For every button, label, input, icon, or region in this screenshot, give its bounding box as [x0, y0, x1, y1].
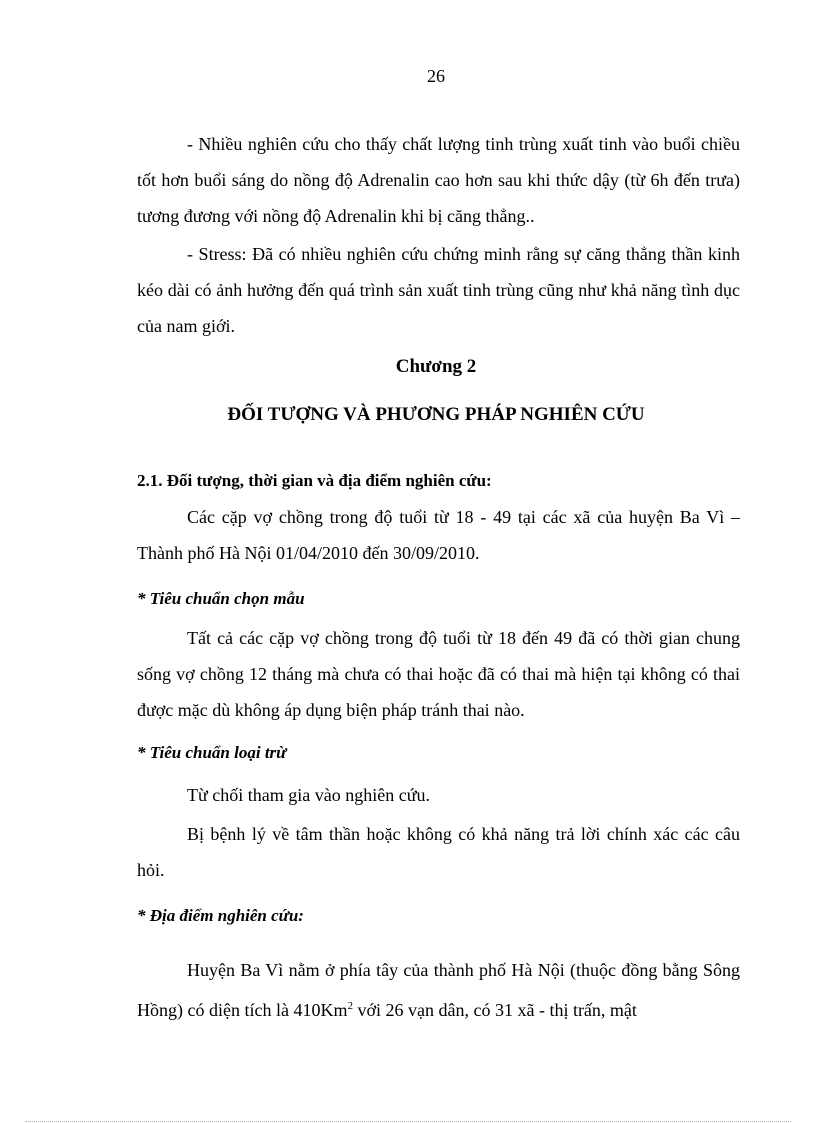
- chapter-title: ĐỐI TƯỢNG VÀ PHƯƠNG PHÁP NGHIÊN CỨU: [227, 404, 645, 425]
- exclusion-heading: * Tiêu chuẩn loại trừ: [137, 743, 287, 762]
- paragraph-sperm-quality: - Nhiều nghiên cứu cho thấy chất lượng tinh trùng xuất tinh vào buổi chiều tốt hơn buổi sáng do nồng độ Adrenalin cao hơn sau khi thức dậy (từ 6h đến trưa) tương đương với nồng độ Adrenalin khi bị căng thẳng..: [137, 134, 740, 226]
- footer-rule: [25, 1121, 791, 1122]
- exclusion-line-illness: Bị bệnh lý về tâm thần hoặc không có khả năng trả lời chính xác các câu hỏi.: [137, 824, 740, 880]
- section-heading: 2.1. Đối tượng, thời gian và địa điểm nghiên cứu:: [137, 471, 492, 490]
- location-text-part1: Huyện Ba Vì nằm ở phía tây của thành phố Hà Nội (thuộc đồng bằng Sông Hồng) có diện tích là 410Km: [137, 960, 740, 1020]
- page-number: 26: [427, 66, 445, 86]
- location-text: [137, 952, 740, 1028]
- inclusion-heading: * Tiêu chuẩn chọn mẫu: [137, 589, 305, 608]
- exclusion-line-refuse: Từ chối tham gia vào nghiên cứu.: [187, 785, 430, 805]
- location-superscript: 2: [347, 1000, 353, 1012]
- location-heading: * Địa điểm nghiên cứu:: [137, 906, 304, 925]
- inclusion-text: Tất cả các cặp vợ chồng trong độ tuổi từ 18 đến 49 đã có thời gian chung sống vợ chồng 12 tháng mà chưa có thai hoặc đã có thai mà hiện tại không có thai được mặc dù không áp dụng biện pháp tránh thai nào.: [137, 628, 740, 720]
- location-text-part2: với 26 vạn dân, có 31 xã - thị trấn, mật: [352, 1000, 637, 1020]
- chapter-label: Chương 2: [395, 356, 477, 377]
- paragraph-stress: - Stress: Đã có nhiều nghiên cứu chứng minh rằng sự căng thẳng thần kinh kéo dài có ảnh hưởng đến quá trình sản xuất tinh trùng cũng như khả năng tình dục của nam giới.: [137, 244, 740, 336]
- section-text: Các cặp vợ chồng trong độ tuổi từ 18 - 49 tại các xã của huyện Ba Vì – Thành phố Hà Nội 01/04/2010 đến 30/09/2010.: [137, 507, 740, 563]
